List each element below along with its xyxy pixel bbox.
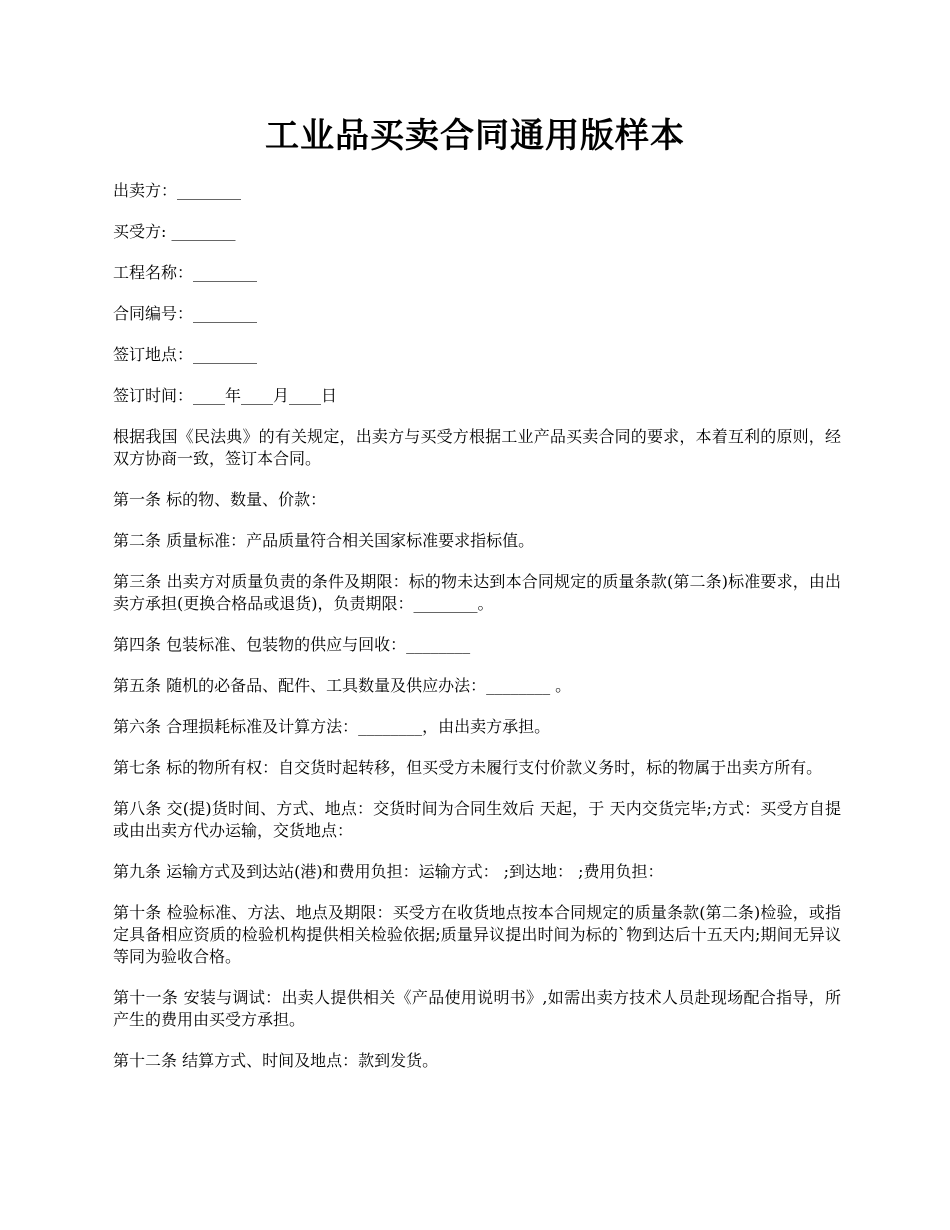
signing-place-field: 签订地点：________ <box>113 345 258 364</box>
clause-3: 第三条 出卖方对质量负责的条件及期限：标的物未达到本合同规定的质量条款(第二条)标准要求，由出卖方承担(更换合格品或退货)，负责期限：________。 <box>113 572 841 613</box>
clause-7: 第七条 标的物所有权：自交货时起转移，但买受方未履行支付价款义务时，标的物属于出卖方所有。 <box>113 758 823 777</box>
clause-2: 第二条 质量标准：产品质量符合相关国家标准要求指标值。 <box>113 531 535 550</box>
clause-12: 第十二条 结算方式、时间及地点：款到发货。 <box>113 1051 439 1070</box>
clause-1: 第一条 标的物、数量、价款： <box>113 490 327 509</box>
clause-8: 第八条 交(提)货时间、方式、地点：交货时间为合同生效后 天起，于 天内交货完毕;方式：买受方自提或由出卖方代办运输，交货地点： <box>113 799 841 840</box>
clause-11: 第十一条 安装与调试：出卖人提供相关《产品使用说明书》,如需出卖方技术人员赴现场配合指导，所产生的费用由买受方承担。 <box>113 988 841 1029</box>
document-title: 工业品买卖合同通用版样本 <box>265 116 685 156</box>
clause-5: 第五条 随机的必备品、配件、工具数量及供应办法：________ 。 <box>113 676 572 695</box>
signing-date-field: 签订时间：____年____月____日 <box>113 386 338 405</box>
clause-4: 第四条 包装标准、包装物的供应与回收：________ <box>113 635 471 654</box>
contract-number-field: 合同编号：________ <box>113 304 258 323</box>
clause-6: 第六条 合理损耗标准及计算方法：________，由出卖方承担。 <box>113 717 551 736</box>
clause-10: 第十条 检验标准、方法、地点及期限：买受方在收货地点按本合同规定的质量条款(第二条)检验，或指定具备相应资质的检验机构提供相关检验依据;质量异议提出时间为标的`物到达后十五天内;期间无异议等同为验收合格。 <box>113 903 841 966</box>
buyer-field: 买受方: ________ <box>113 222 236 241</box>
project-name-field: 工程名称：________ <box>113 263 258 282</box>
document-body <box>113 180 841 1091</box>
seller-field: 出卖方：________ <box>113 181 242 200</box>
clause-9: 第九条 运输方式及到达站(港)和费用负担：运输方式： ;到达地： ;费用负担： <box>113 862 664 881</box>
preamble-paragraph: 根据我国《民法典》的有关规定，出卖方与买受方根据工业产品买卖合同的要求，本着互利的原则，经双方协商一致，签订本合同。 <box>113 427 841 468</box>
